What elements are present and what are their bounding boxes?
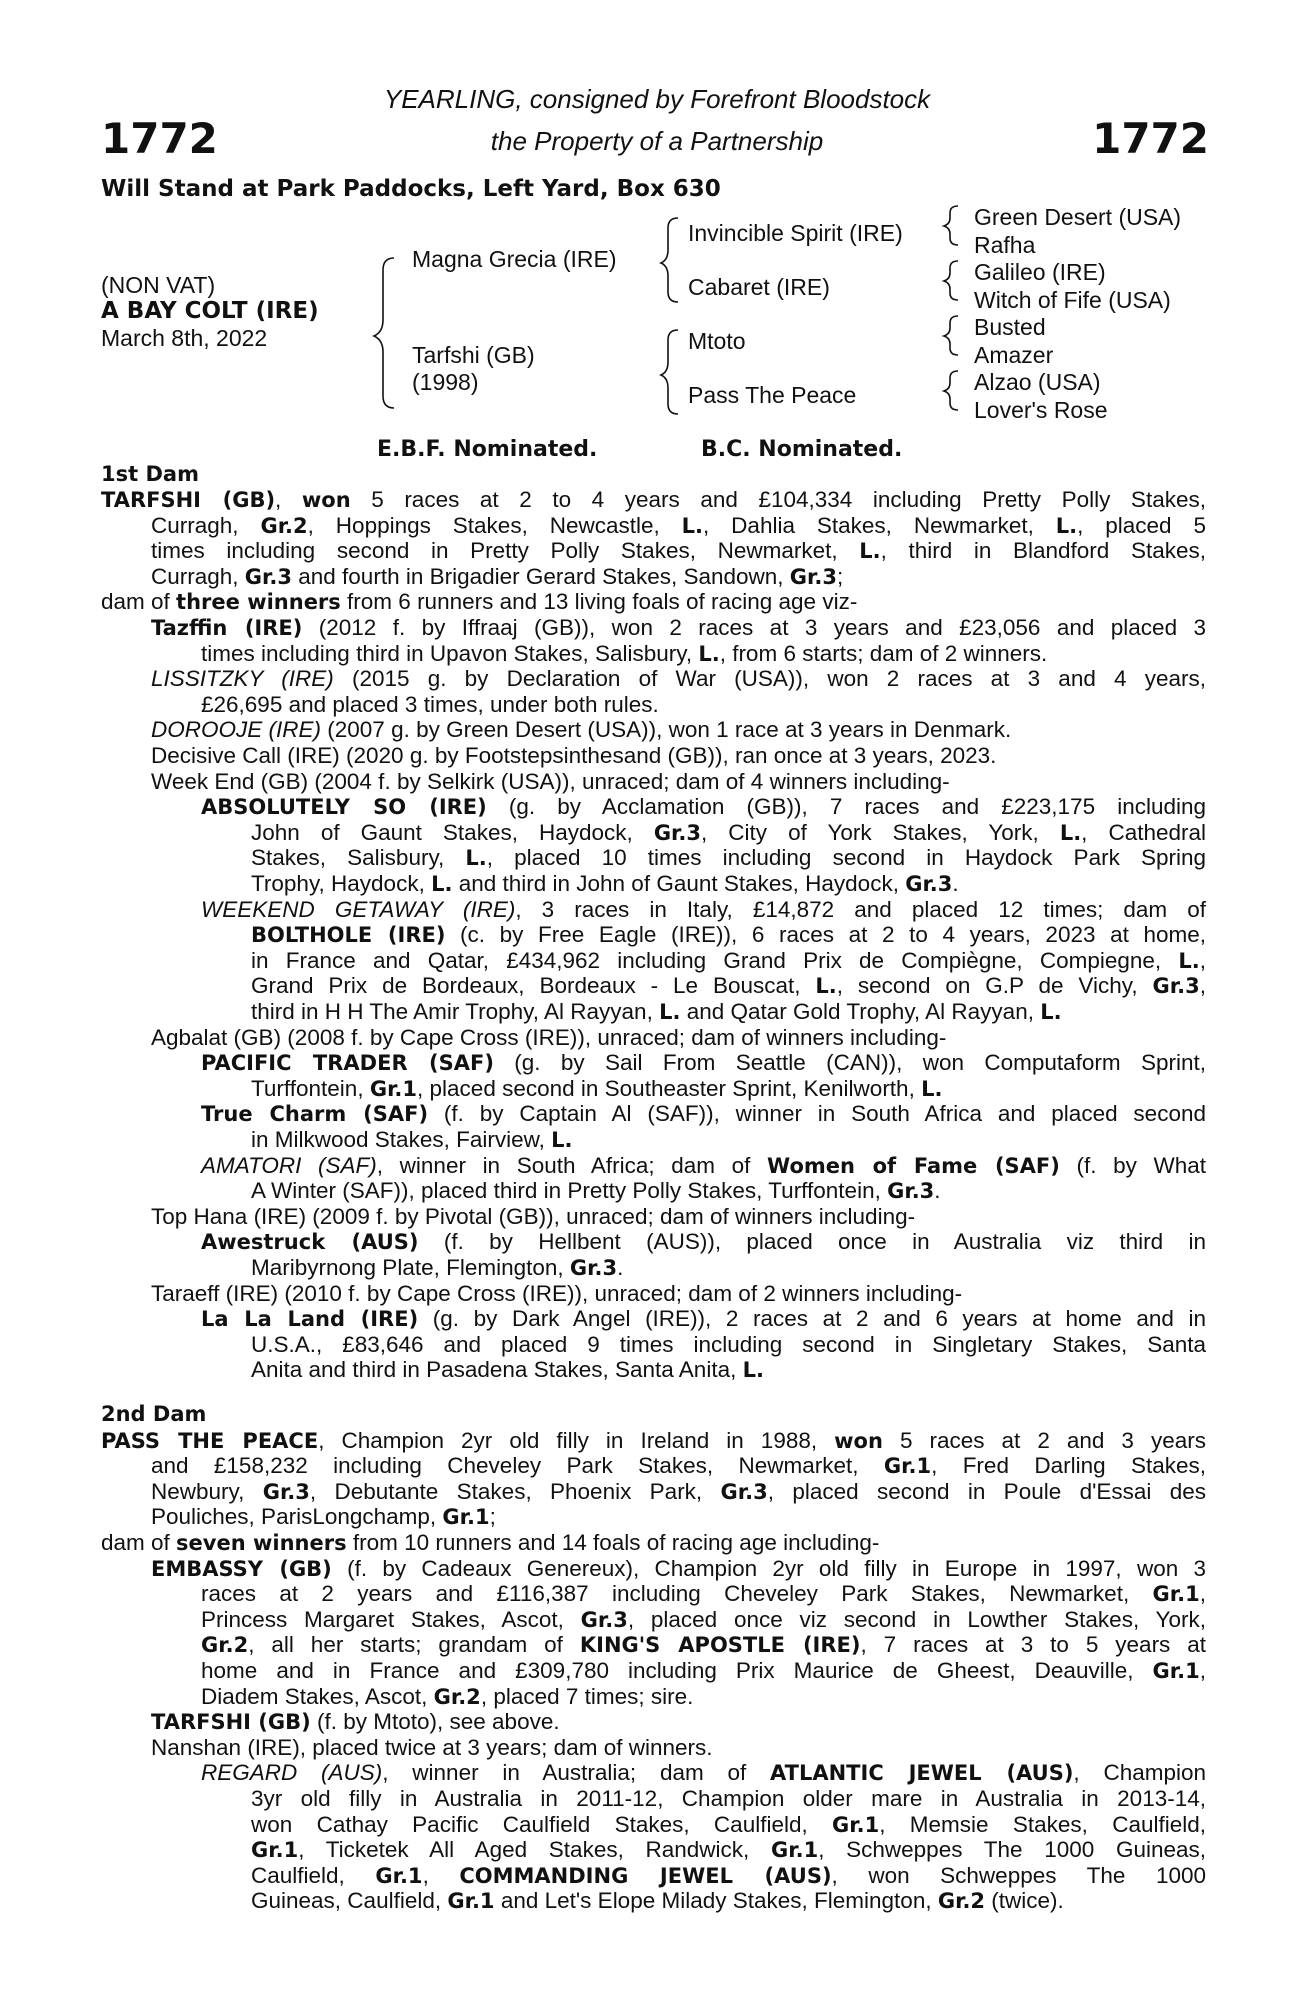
progeny-entry: times including third in Upavon Stakes, Salisbury, L., from 6 starts; dam of 2 winners. <box>201 640 1048 666</box>
grand-progeny-entry: Anita and third in Pasadena Stakes, Santa Anita, L. <box>251 1357 764 1383</box>
grand-progeny-entry: third in H H The Amir Trophy, Al Rayyan, L. and Qatar Gold Trophy, Al Rayyan, L. <box>251 999 1062 1024</box>
sire-dam-dam: Witch of Fife (USA) <box>974 287 1171 313</box>
progeny-entry: races at 2 years and £116,387 including Cheveley Park Stakes, Newmarket, Gr.1, <box>201 1581 1206 1607</box>
grand-progeny-entry: 3yr old filly in Australia in 2011-12, Champion older mare in Australia in 2013-14, <box>251 1786 1206 1811</box>
progeny-entry: Tazffin (IRE) (2012 f. by Iffraaj (GB)), won 2 races at 3 years and £23,056 and placed 3 <box>151 615 1206 640</box>
sire-sire: Invincible Spirit (IRE) <box>688 220 903 246</box>
grand-progeny-entry: La La Land (IRE) (g. by Dark Angel (IRE)), 2 races at 2 and 6 years at home and in <box>201 1306 1206 1332</box>
progeny-entry: Agbalat (GB) (2008 f. by Cape Cross (IRE)), unraced; dam of winners including- <box>151 1024 947 1050</box>
dam-sire: Mtoto <box>688 328 746 354</box>
grand-progeny-entry: WEEKEND GETAWAY (IRE), 3 races in Italy, £14,872 and placed 12 times; dam of <box>201 896 1206 922</box>
grand-progeny-entry: ABSOLUTELY SO (IRE) (g. by Acclamation (GB)), 7 races and £223,175 including <box>201 794 1207 820</box>
progeny-entry: Princess Margaret Stakes, Ascot, Gr.3, placed once viz second in Lowther Stakes, York, <box>201 1606 1206 1632</box>
grand-progeny-entry: Grand Prix de Bordeaux, Bordeaux - Le Bouscat, L., second on G.P de Vichy, Gr.3, <box>251 973 1206 999</box>
grand-progeny-entry: BOLTHOLE (IRE) (c. by Free Eagle (IRE)), 6 races at 2 to 4 years, 2023 at home, <box>251 922 1206 948</box>
sire-dam: Cabaret (IRE) <box>688 274 830 300</box>
second-dam-line: dam of seven winners from 10 runners and 14 foals of racing age including- <box>101 1530 880 1555</box>
progeny-entry: Week End (GB) (2004 f. by Selkirk (USA)), unraced; dam of 4 winners including- <box>151 768 950 794</box>
first-dam-line: Curragh, Gr.3 and fourth in Brigadier Gerard Stakes, Sandown, Gr.3; <box>151 563 844 589</box>
grand-progeny-entry: PACIFIC TRADER (SAF) (g. by Sail From Seattle (CAN)), won Computaform Sprint, <box>201 1050 1206 1076</box>
grand-progeny-entry: AMATORI (SAF), winner in South Africa; dam of Women of Fame (SAF) (f. by What <box>201 1152 1207 1178</box>
dam-dam-dam: Lover's Rose <box>974 397 1108 423</box>
vat-status: (NON VAT) <box>101 272 216 298</box>
progeny-entry: £26,695 and placed 3 times, under both rules. <box>201 691 659 717</box>
grand-progeny-entry: U.S.A., £83,646 and placed 9 times including second in Singletary Stakes, Santa <box>251 1331 1206 1357</box>
foaling-date: March 8th, 2022 <box>101 325 268 351</box>
second-dam-line: Newbury, Gr.3, Debutante Stakes, Phoenix Park, Gr.3, placed second in Poule d'Essai des <box>151 1478 1207 1504</box>
grand-progeny-entry: A Winter (SAF)), placed third in Pretty Polly Stakes, Turffontein, Gr.3. <box>251 1178 941 1204</box>
progeny-entry: TARFSHI (GB) (f. by Mtoto), see above. <box>151 1709 560 1735</box>
progeny-entry: LISSITZKY (IRE) (2015 g. by Declaration of War (USA)), won 2 races at 3 and 4 years, <box>151 666 1206 692</box>
sire-sire-dam: Rafha <box>974 232 1036 258</box>
property-line: the Property of a Partnership <box>490 126 824 156</box>
grand-progeny-entry: True Charm (SAF) (f. by Captain Al (SAF)), winner in South Africa and placed second <box>201 1101 1206 1127</box>
lot-number-left: 1772 <box>101 114 218 163</box>
progeny-entry: Nanshan (IRE), placed twice at 3 years; dam of winners. <box>151 1734 713 1760</box>
second-dam-line: and £158,232 including Cheveley Park Stakes, Newmarket, Gr.1, Fred Darling Stakes, <box>151 1453 1206 1479</box>
consignor-line: YEARLING, consigned by Forefront Bloodstock <box>383 84 931 114</box>
dam: Tarfshi (GB) <box>412 342 535 368</box>
dam-dam-sire: Alzao (USA) <box>974 369 1101 395</box>
grand-progeny-entry: Stakes, Salisbury, L., placed 10 times including second in Haydock Park Spring <box>251 845 1206 871</box>
second-dam-line: Pouliches, ParisLongchamp, Gr.1; <box>151 1504 496 1530</box>
progeny-entry: Taraeff (IRE) (2010 f. by Cape Cross (IRE)), unraced; dam of 2 winners including- <box>151 1280 963 1306</box>
dam-sire-dam: Amazer <box>974 342 1054 368</box>
ebf-nomination: E.B.F. Nominated. <box>377 437 598 462</box>
grand-progeny-entry: Awestruck (AUS) (f. by Hellbent (AUS)), placed once in Australia viz third in <box>201 1229 1206 1255</box>
grand-progeny-entry: Maribyrnong Plate, Flemington, Gr.3. <box>251 1255 624 1280</box>
sire: Magna Grecia (IRE) <box>412 246 617 272</box>
first-dam-line: dam of three winners from 6 runners and 13 living foals of racing age viz- <box>101 589 858 615</box>
grand-progeny-entry: won Cathay Pacific Caulfield Stakes, Caulfield, Gr.1, Memsie Stakes, Caulfield, <box>251 1811 1207 1837</box>
progeny-entry: Gr.2, all her starts; grandam of KING'S APOSTLE (IRE), 7 races at 3 to 5 years at <box>201 1632 1206 1658</box>
dam-dam: Pass The Peace <box>688 382 857 408</box>
progeny-entry: Decisive Call (IRE) (2020 g. by Footstepsinthesand (GB)), ran once at 3 years, 2023. <box>151 743 997 768</box>
first-dam-heading: 1st Dam <box>101 462 199 486</box>
first-dam-line: times including second in Pretty Polly Stakes, Newmarket, L., third in Blandford Stakes, <box>151 538 1206 564</box>
dam-sire-sire: Busted <box>974 314 1046 340</box>
grand-progeny-entry: Gr.1, Ticketek All Aged Stakes, Randwick, Gr.1, Schweppes The 1000 Guineas, <box>251 1837 1206 1863</box>
progeny-entry: Diadem Stakes, Ascot, Gr.2, placed 7 times; sire. <box>201 1683 694 1709</box>
second-dam-heading: 2nd Dam <box>101 1402 207 1426</box>
progeny-entry: DOROOJE (IRE) (2007 g. by Green Desert (USA)), won 1 race at 3 years in Denmark. <box>151 717 1012 743</box>
grand-progeny-entry: Guineas, Caulfield, Gr.1 and Let's Elope Milady Stakes, Flemington, Gr.2 (twice). <box>251 1888 1064 1914</box>
horse-name: A BAY COLT (IRE) <box>101 298 319 324</box>
first-dam-line: Curragh, Gr.2, Hoppings Stakes, Newcastle, L., Dahlia Stakes, Newmarket, L., placed 5 <box>151 512 1206 538</box>
grand-progeny-entry: in Milkwood Stakes, Fairview, L. <box>251 1127 573 1152</box>
second-dam-line: PASS THE PEACE, Champion 2yr old filly in Ireland in 1988, won 5 races at 2 and 3 years <box>101 1427 1206 1453</box>
dam-year: (1998) <box>412 369 479 395</box>
grand-progeny-entry: Turffontein, Gr.1, placed second in Southeaster Sprint, Kenilworth, L. <box>251 1075 943 1101</box>
bc-nomination: B.C. Nominated. <box>701 437 903 462</box>
grand-progeny-entry: REGARD (AUS), winner in Australia; dam of ATLANTIC JEWEL (AUS), Champion <box>201 1760 1206 1786</box>
grand-progeny-entry: John of Gaunt Stakes, Haydock, Gr.3, City of York Stakes, York, L., Cathedral <box>251 819 1207 845</box>
grand-progeny-entry: Caulfield, Gr.1, COMMANDING JEWEL (AUS), won Schweppes The 1000 <box>251 1862 1206 1888</box>
progeny-entry: EMBASSY (GB) (f. by Cadeaux Genereux), Champion 2yr old filly in Europe in 1997, won 3 <box>151 1555 1207 1581</box>
grand-progeny-entry: Trophy, Haydock, L. and third in John of Gaunt Stakes, Haydock, Gr.3. <box>251 871 959 896</box>
location-line: Will Stand at Park Paddocks, Left Yard, Box 630 <box>101 176 721 202</box>
grand-progeny-entry: in France and Qatar, £434,962 including Grand Prix de Compiègne, Compiegne, L., <box>251 947 1206 973</box>
sire-sire-sire: Green Desert (USA) <box>974 204 1182 230</box>
progeny-entry: Top Hana (IRE) (2009 f. by Pivotal (GB)), unraced; dam of winners including- <box>151 1203 916 1229</box>
progeny-entry: home and in France and £309,780 including Prix Maurice de Gheest, Deauville, Gr.1, <box>201 1658 1206 1683</box>
first-dam-line: TARFSHI (GB), won 5 races at 2 to 4 years and £104,334 including Pretty Polly Stakes, <box>101 487 1206 512</box>
sire-dam-sire: Galileo (IRE) <box>974 259 1106 285</box>
lot-number-right: 1772 <box>1092 114 1209 163</box>
